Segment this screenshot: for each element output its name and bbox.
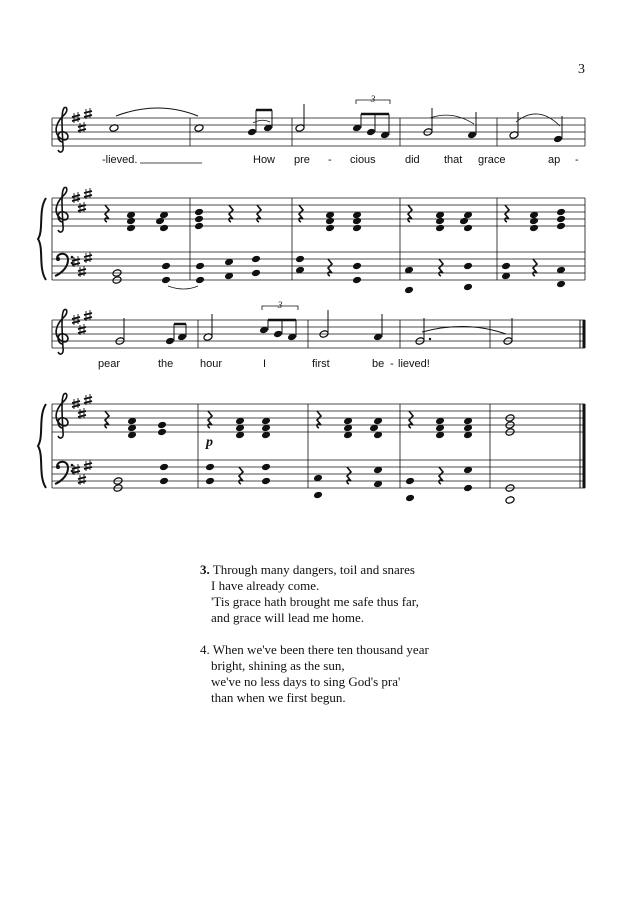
key-signature	[72, 310, 92, 335]
lyric-syllable: I	[263, 358, 267, 370]
additional-verses	[200, 562, 530, 722]
treble-clef-icon	[56, 393, 68, 438]
verse-4	[200, 642, 530, 706]
lyric-syllable: did	[405, 154, 420, 166]
lyric-hyphen: -	[575, 154, 579, 166]
treble-clef-icon	[56, 187, 68, 232]
lyric-syllable: pre	[294, 154, 310, 166]
verse-line: we've no less days to sing God's pra'	[211, 674, 401, 689]
lyric-syllable: -lieved.	[102, 154, 138, 166]
treble-clef-icon	[56, 107, 68, 152]
lyric-syllable: lieved!	[398, 358, 430, 370]
key-signature	[72, 188, 92, 277]
verse-number: 3.	[200, 562, 210, 577]
lyric-syllable: How	[253, 154, 276, 166]
verse-line: bright, shining as the sun,	[211, 658, 345, 673]
piano-lh-notes-2	[113, 463, 515, 505]
key-signature	[72, 108, 92, 133]
piano-lh-notes-1	[112, 255, 566, 295]
system-1	[38, 94, 585, 294]
lyric-hyphen: -	[390, 358, 394, 370]
lyric-syllable: first	[312, 358, 330, 370]
lyric-syllable: pear	[98, 358, 121, 370]
verse-line: 4. When we've been there ten thousand year	[200, 642, 429, 657]
vocal-notes-1	[109, 94, 563, 143]
triplet-mark: 3	[277, 300, 283, 310]
verse-line: I have already come.	[211, 578, 320, 593]
piano-brace	[38, 404, 46, 488]
vocal-staff-1	[52, 118, 585, 146]
lyric-syllable: ap	[548, 154, 561, 166]
verse-line: 3. Through many dangers, toil and snares	[200, 562, 415, 577]
triplet-mark: 3	[370, 94, 376, 104]
treble-clef-icon	[56, 309, 68, 354]
vocal-notes-2	[115, 300, 513, 345]
lyric-syllable: cious	[350, 154, 376, 166]
lyrics-line-2	[98, 358, 430, 370]
key-signature	[72, 394, 92, 485]
piano-bass-staff-2	[52, 460, 585, 488]
verse-3	[200, 562, 530, 626]
lyric-syllable: that	[444, 154, 463, 166]
lyric-syllable: grace	[478, 154, 506, 166]
system-2	[38, 300, 585, 504]
lyric-syllable: hour	[200, 358, 223, 370]
verse-line: than when we first begun.	[211, 690, 346, 705]
piano-brace	[38, 198, 46, 280]
lyrics-line-1	[102, 154, 579, 166]
verse-number: 4.	[200, 642, 210, 657]
page-number: 3	[578, 62, 585, 77]
lyric-syllable: the	[158, 358, 174, 370]
lyric-hyphen: -	[328, 154, 332, 166]
verse-line: and grace will lead me home.	[211, 610, 365, 625]
lyric-syllable: be	[372, 358, 385, 370]
verse-line: 'Tis grace hath brought me safe thus far,	[211, 594, 419, 609]
dynamic-marking: p	[206, 435, 213, 450]
